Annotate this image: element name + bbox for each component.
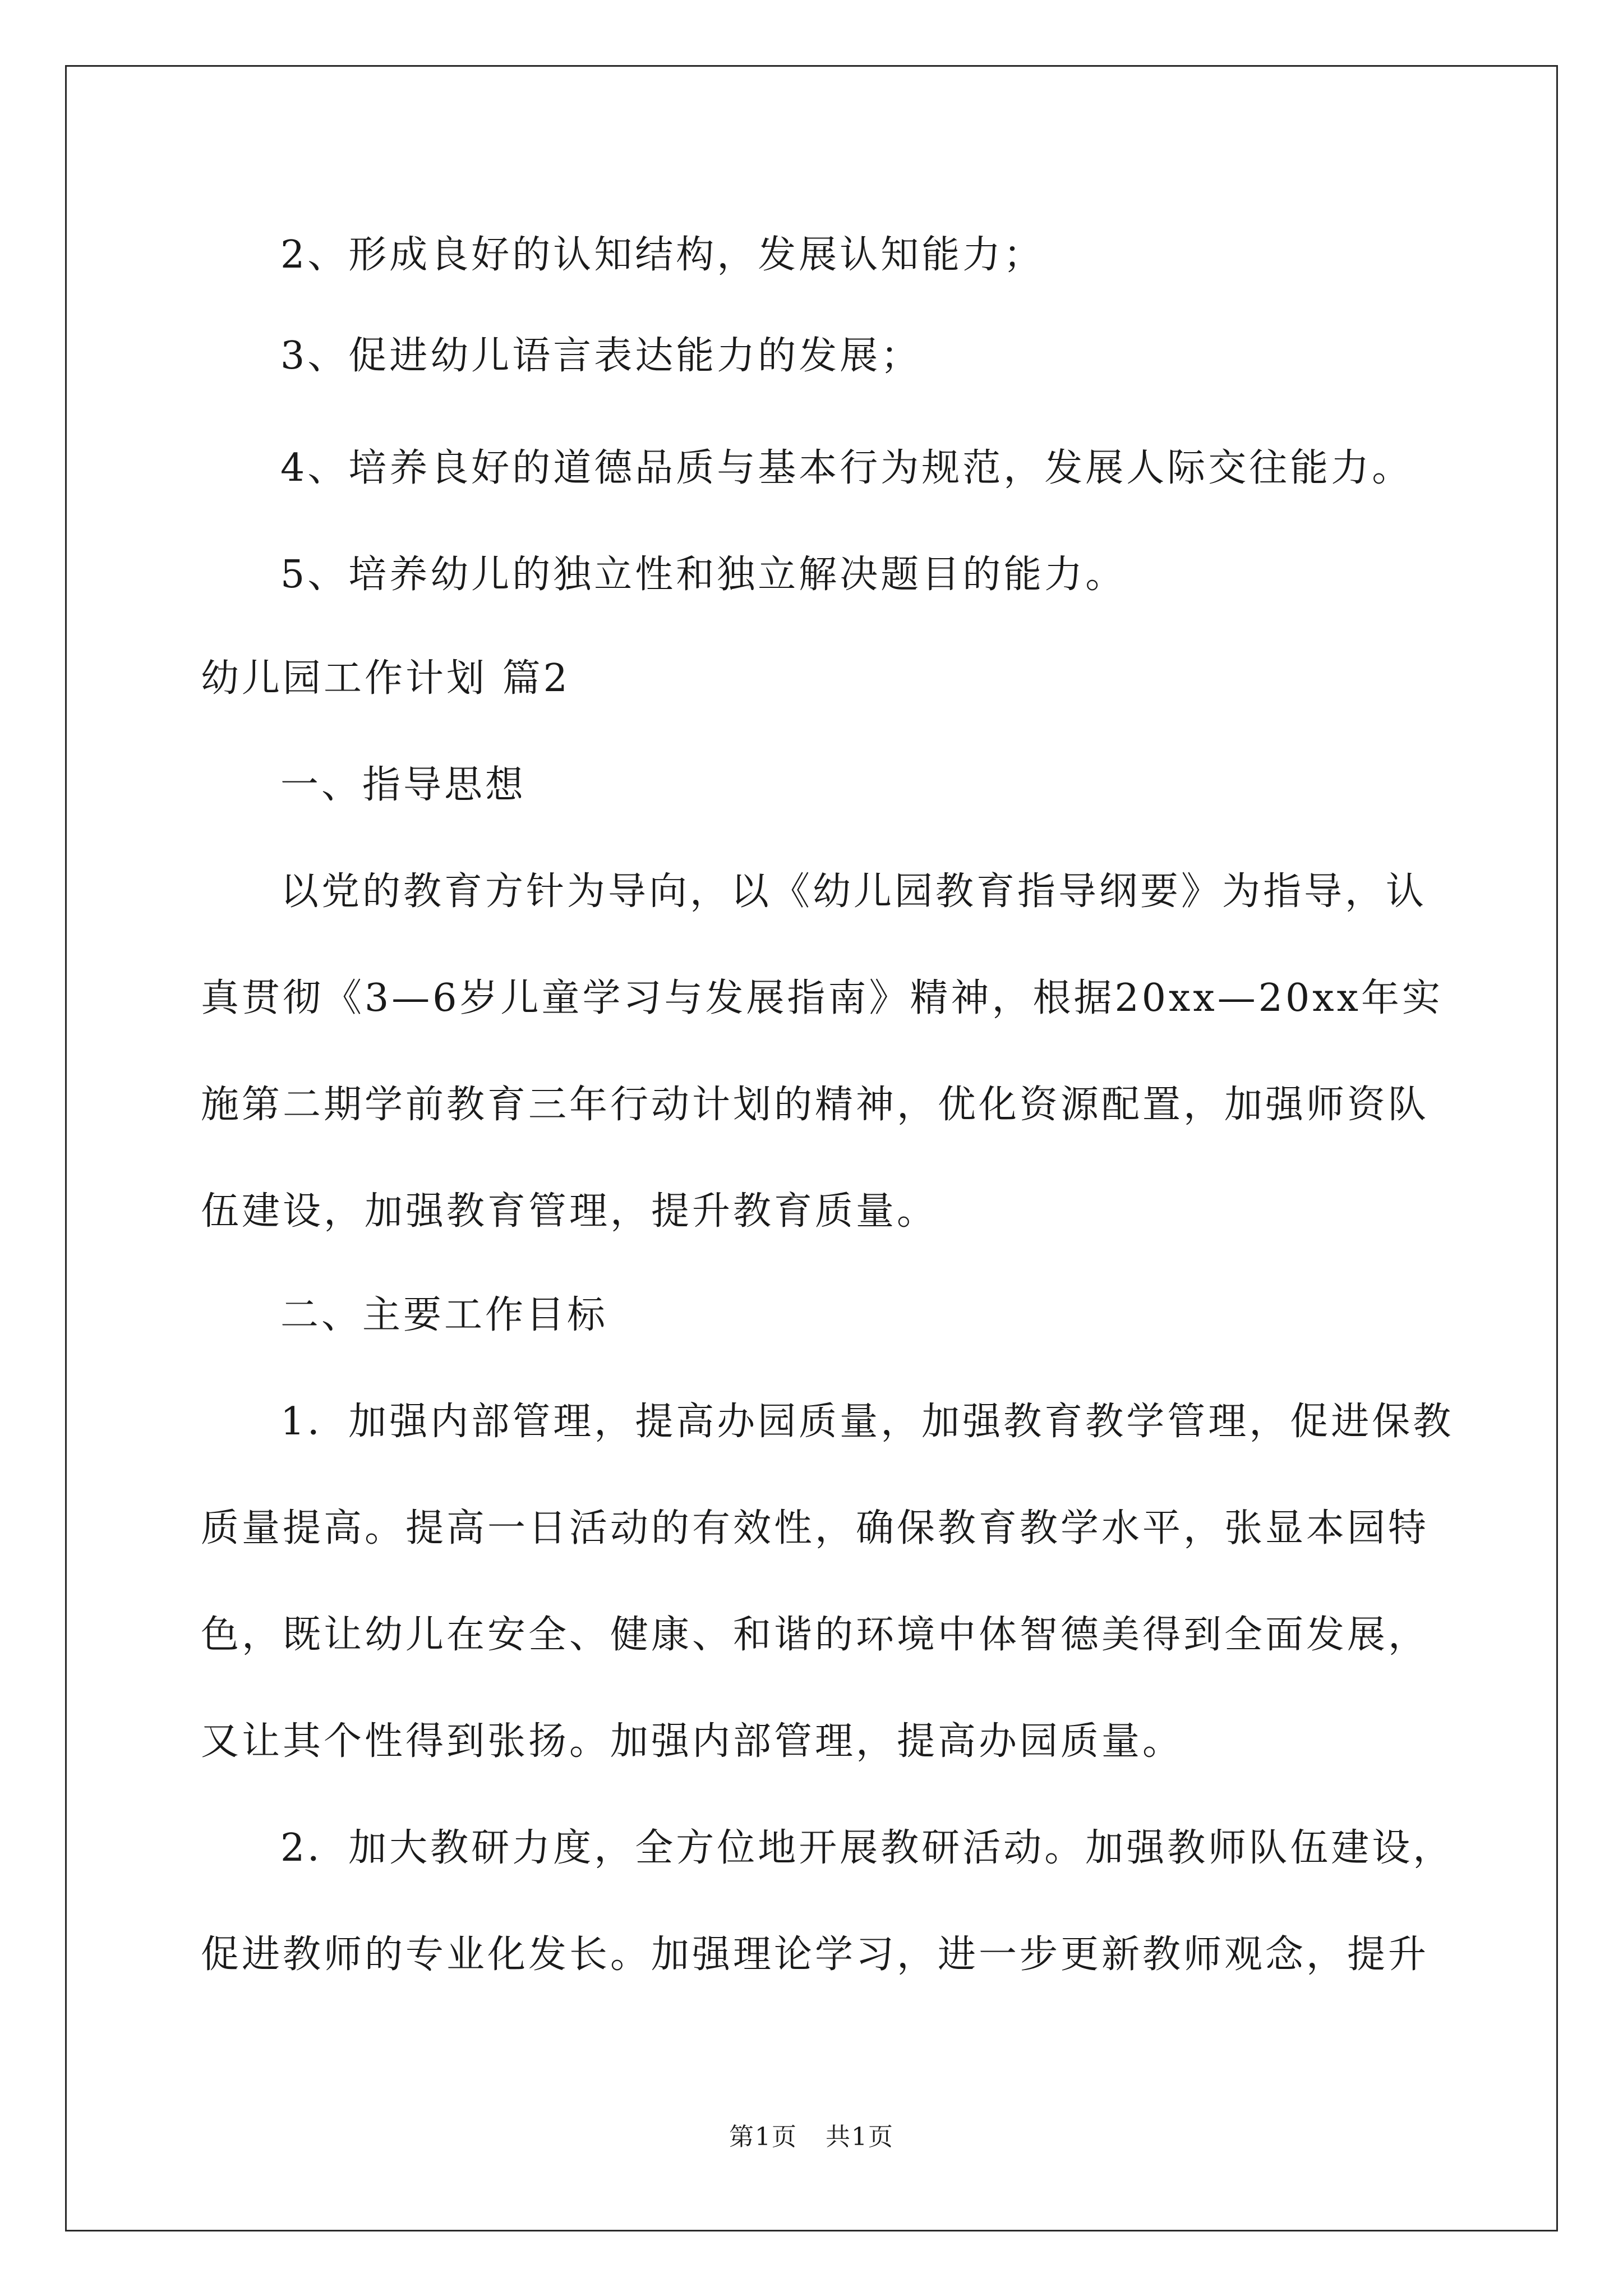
section-title: 幼儿园工作计划 篇2 (201, 656, 570, 701)
paragraph-line: 色，既让幼儿在安全、健康、和谐的环境中体智德美得到全面发展， (201, 1613, 1430, 1657)
list-item: 5、培养幼儿的独立性和独立解决题目的能力。 (280, 553, 1127, 597)
paragraph-line: 真贯彻《3—6岁儿童学习与发展指南》精神，根据20xx—20xx年实 (201, 976, 1443, 1020)
page-number: 第1页 (729, 2123, 797, 2151)
page-footer (0, 2120, 1623, 2154)
paragraph-line: 促进教师的专业化发长。加强理论学习，进一步更新教师观念，提升 (201, 1932, 1430, 1977)
paragraph-line: 以党的教育方针为导向，以《幼儿园教育指导纲要》为指导，认 (280, 869, 1427, 914)
paragraph-line: 质量提高。提高一日活动的有效性，确保教育教学水平，张显本园特 (201, 1506, 1430, 1550)
section-heading: 一、指导思想 (280, 763, 527, 807)
paragraph-line: 伍建设，加强教育管理，提升教育质量。 (201, 1189, 938, 1234)
section-heading: 二、主要工作目标 (280, 1293, 608, 1337)
paragraph-line: 施第二期学前教育三年行动计划的精神，优化资源配置，加强师资队 (201, 1083, 1430, 1127)
list-item: 3、促进幼儿语言表达能力的发展； (280, 334, 922, 378)
paragraph-line: 又让其个性得到张扬。加强内部管理，提高办园质量。 (201, 1719, 1184, 1764)
page-border (65, 65, 1558, 2231)
paragraph-line: 2．加大教研力度，全方位地开展教研活动。加强教师队伍建设， (280, 1826, 1454, 1870)
page-total: 共1页 (826, 2123, 894, 2151)
list-item: 4、培养良好的道德品质与基本行为规范，发展人际交往能力。 (280, 446, 1413, 490)
paragraph-line: 1．加强内部管理，提高办园质量，加强教育教学管理，促进保教 (280, 1400, 1454, 1444)
list-item: 2、形成良好的认知结构，发展认知能力； (280, 233, 1045, 277)
